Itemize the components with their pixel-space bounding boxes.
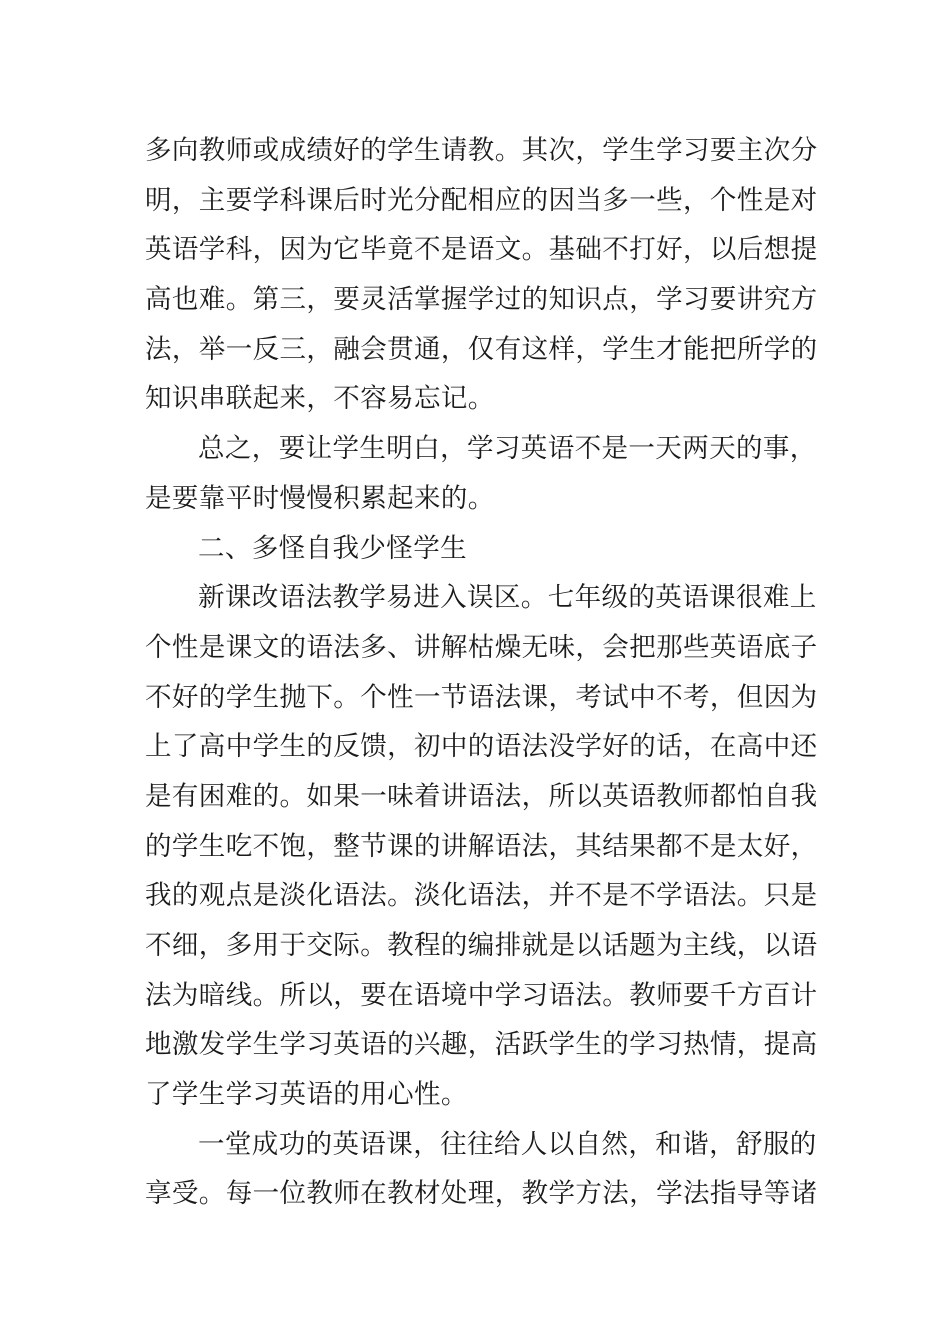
text-line: 二、多怪自我少怪学生 — [198, 532, 467, 564]
text-line: 多向教师或成绩好的学生请教。其次，学生学习要主次分 — [145, 135, 818, 166]
text-line: 地激发学生学习英语的兴趣，活跃学生的学习热情，提高 — [145, 1029, 818, 1061]
text-line: 一堂成功的英语课，往往给人以自然，和谐，舒服的 — [198, 1128, 817, 1160]
text-line: 不细，多用于交际。教程的编排就是以话题为主线，以语 — [145, 930, 818, 961]
text-line: 是有困难的。如果一味着讲语法，所以英语教师都怕自我 — [145, 780, 818, 812]
text-line: 的学生吃不饱，整节课的讲解语法，其结果都不是太好， — [145, 830, 818, 862]
text-line: 高也难。第三，要灵活掌握学过的知识点，学习要讲究方 — [145, 284, 818, 316]
text-line: 总之，要让学生明白，学习英语不是一天两天的事， — [198, 433, 817, 465]
text-line: 个性是课文的语法多、讲解枯燥无味，会把那些英语底子 — [145, 631, 818, 663]
text-line: 新课改语法教学易进入误区。七年级的英语课很难上 — [198, 582, 817, 614]
text-line: 明，主要学科课后时光分配相应的因当多一些，个性是对 — [145, 184, 818, 216]
text-line: 上了高中学生的反馈，初中的语法没学好的话，在高中还 — [145, 731, 818, 763]
text-line: 了学生学习英语的用心性。 — [145, 1079, 468, 1111]
text-line: 法，举一反三，融会贯通，仅有这样，学生才能把所学的 — [145, 333, 818, 365]
text-line: 法为暗线。所以，要在语境中学习语法。教师要千方百计 — [145, 979, 818, 1011]
text-line: 英语学科，因为它毕竟不是语文。基础不打好，以后想提 — [145, 234, 818, 266]
text-line: 我的观点是淡化语法。淡化语法，并不是不学语法。只是 — [145, 880, 818, 912]
text-line: 享受。每一位教师在教材处理，教学方法，学法指导等诸 — [145, 1178, 818, 1210]
text-line: 是要靠平时慢慢积累起来的。 — [145, 482, 495, 514]
text-line: 不好的学生抛下。个性一节语法课，考试中不考，但因为 — [145, 681, 818, 713]
body-text — [145, 126, 818, 1219]
text-line: 知识串联起来，不容易忘记。 — [145, 383, 495, 415]
